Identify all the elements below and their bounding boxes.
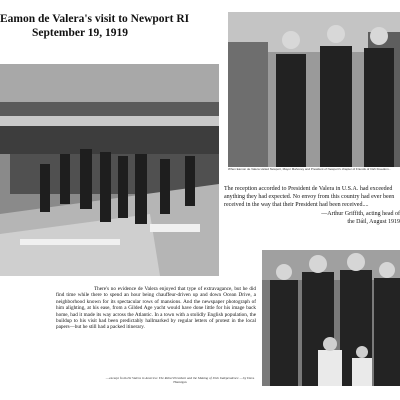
- excerpt-book-title: De Valera in America: The Rebel President and the Making of Irish Independence: [127, 376, 239, 380]
- dignitaries-photo: [228, 12, 400, 167]
- title-line-1: Eamon de Valera's visit to Newport RI: [0, 13, 190, 25]
- griffith-quote: [224, 185, 400, 226]
- quote-author: —Arthur Griffith, acting head of: [321, 210, 400, 217]
- group-photo: [262, 250, 400, 386]
- body-text: [56, 286, 256, 331]
- excerpt-prefix: —excerpt from: [105, 376, 127, 380]
- excerpt-author: —by Dave Hannigan: [173, 376, 255, 384]
- title-line-2: September 19, 1919: [32, 27, 128, 39]
- excerpt-source: [100, 376, 260, 384]
- quote-text: The reception accorded to President de Valera in U.S.A. had exceeded anything they had expected. No envoy from this country had ever been received in the way that their President had been received....: [224, 186, 395, 209]
- quote-source: the Dáil, August 1919: [347, 218, 400, 225]
- page-title: [0, 12, 190, 40]
- body-paragraph: There's no evidence de Valera enjoyed that type of extravagance, but he did find time while there to spend an hour being chauffeur-driven up and down Ocean Drive, a neighborhood known for its spectacular rows of mansions. And the newspaper photograph of him alighting, at his ease, from a Gilded Age yacht would have done little for his image back home, had it made its way across the Atlantic. In a town with a stolidly English population, the buildup to his visit had been predictably hallmarked by regular letters of protest in the local papers—but he still had a packed itinerary.: [56, 286, 256, 331]
- dignitaries-photo-caption: When Eamon de Valera visited Newport, Mayor Mahoney and President of Newport's chapter of Friends of Irish Freedom...: [228, 168, 392, 171]
- yacht-landing-photo: [0, 64, 219, 276]
